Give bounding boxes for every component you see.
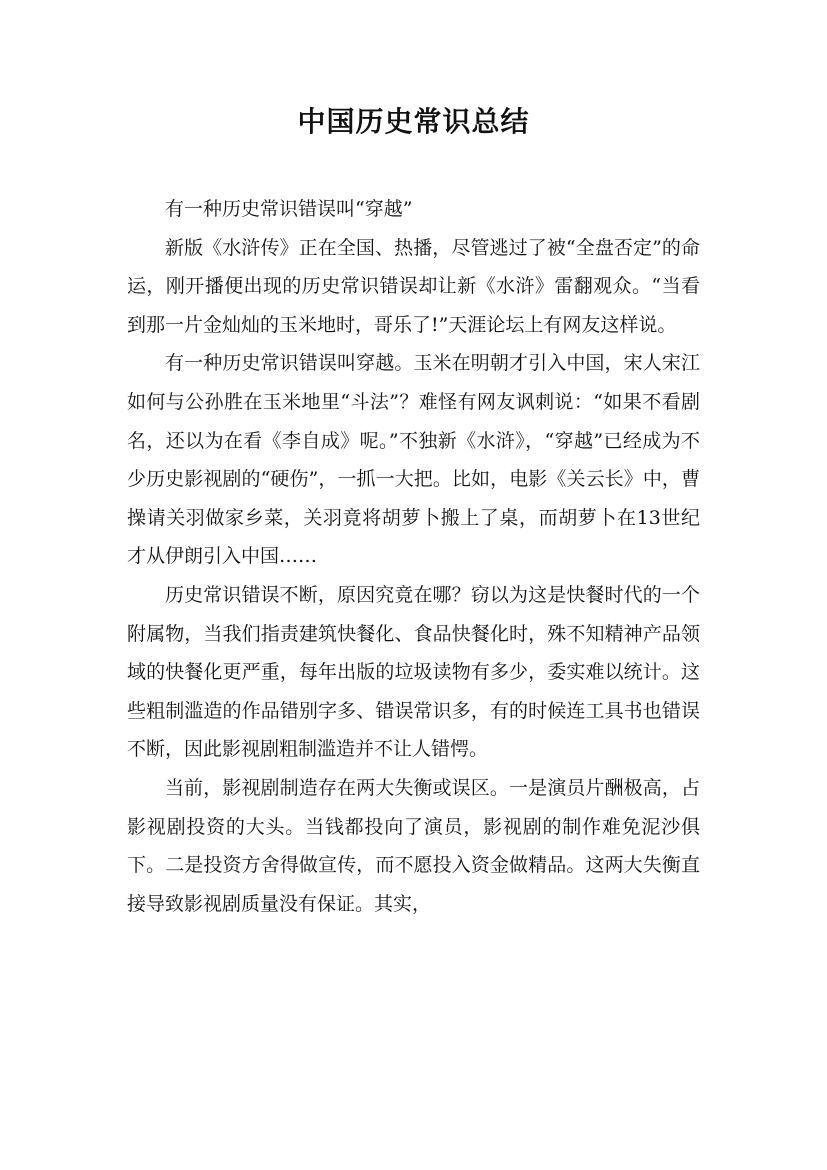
paragraph: 新版《水浒传》正在全国、热播，尽管逃过了被“全盘否定”的命运，刚开播便出现的历史常识错误却让新《水浒》雷翻观众。“当看到那一片金灿灿的玉米地时，哥乐了!”天涯论坛上有网友这样说。 — [127, 236, 700, 336]
document-body — [127, 190, 700, 923]
document-title: 中国历史常识总结 — [297, 105, 530, 138]
paragraph: 历史常识错误不断，原因究竟在哪？窃以为这是快餐时代的一个附属物，当我们指责建筑快餐化、食品快餐化时，殊不知精神产品领域的快餐化更严重，每年出版的垃圾读物有多少，委实难以统计。这些粗制滥造的作品错别字多、错误常识多，有的时候连工具书也错误不断，因此影视剧粗制滥造并不让人错愕。 — [127, 583, 700, 761]
paragraph: 当前，影视剧制造存在两大失衡或误区。一是演员片酬极高，占影视剧投资的大头。当钱都投向了演员，影视剧的制作难免泥沙俱下。二是投资方舍得做宣传，而不愿投入资金做精品。这两大失衡直接导致影视剧质量没有保证。其实， — [127, 776, 700, 915]
paragraph: 有一种历史常识错误叫穿越。玉米在明朝才引入中国，宋人宋江如何与公孙胜在玉米地里“斗法”？难怪有网友讽刺说：“如果不看剧名，还以为在看《李自成》呢。”不独新《水浒》，“穿越”已经成为不少历史影视剧的“硬伤”，一抓一大把。比如，电影《关云长》中，曹操请关羽做家乡菜，关羽竟将胡萝卜搬上了桌，而胡萝卜在13世纪才从伊朗引入中国…… — [127, 352, 700, 568]
paragraph: 有一种历史常识错误叫“穿越” — [165, 198, 413, 220]
